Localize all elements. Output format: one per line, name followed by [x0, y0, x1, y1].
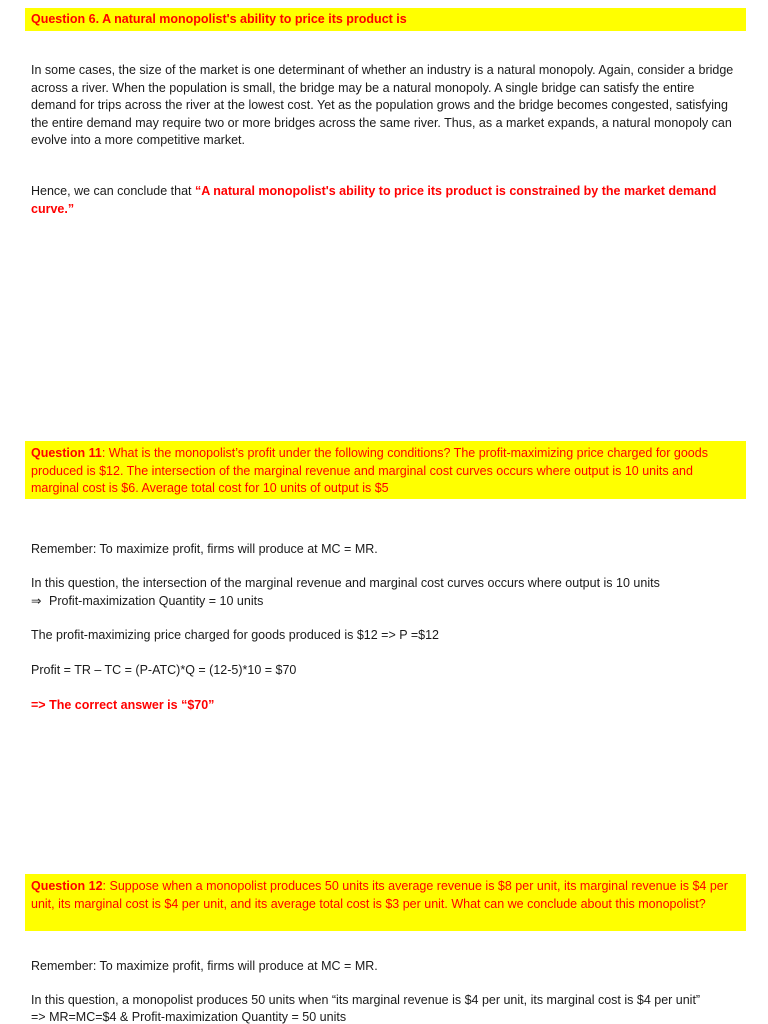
conclusion-prefix: Hence, we can conclude that	[31, 184, 195, 198]
question-12-text: : Suppose when a monopolist produces 50 units its average revenue is $8 per unit, its marginal revenue is $4 per unit, its marginal cost is $4 per unit, and its average total cost is $3 per unit. What can we conclude about this monopolist?	[31, 879, 728, 911]
question-12-remember: Remember: To maximize profit, firms will produce at MC = MR.	[31, 959, 378, 973]
question-11-line3: The profit-maximizing price charged for goods produced is $12 => P =$12	[31, 628, 439, 642]
question-12-band	[25, 874, 746, 931]
implies-arrow-icon: ⇒	[31, 594, 42, 608]
question-6-heading-band	[25, 8, 746, 31]
question-12-line2: => MR=MC=$4 & Profit-maximization Quantity = 50 units	[31, 1010, 347, 1024]
question-6-conclusion	[31, 183, 736, 218]
question-6-heading: Question 6. A natural monopolist's ability to price its product is	[31, 12, 407, 26]
conclusion-answer: “A natural monopolist's ability to price its product is constrained by the market demand curve.”	[31, 184, 717, 216]
question-11-line2	[31, 593, 736, 611]
question-11-remember: Remember: To maximize profit, firms will produce at MC = MR.	[31, 542, 378, 556]
question-11-line4: Profit = TR – TC = (P-ATC)*Q = (12-5)*10 = $70	[31, 663, 297, 677]
question-11-answer: => The correct answer is “$70”	[31, 698, 215, 712]
question-11-text: : What is the monopolist’s profit under the following conditions? The profit-maximizing price charged for goods produced is $12. The intersection of the marginal revenue and marginal cost curves occurs where output is 10 units and marginal cost is $6. Average total cost for 10 units of output is $5	[31, 446, 708, 495]
question-11-label: Question 11	[31, 446, 102, 460]
question-12-label: Question 12	[31, 879, 103, 893]
question-11-quantity: Profit-maximization Quantity = 10 units	[49, 594, 264, 608]
question-6-paragraph: In some cases, the size of the market is one determinant of whether an industry is a natural monopoly. Again, consider a bridge across a river. When the population is small, the bridge may be a natural monopoly. A single bridge can satisfy the entire demand for trips across the river at the lowest cost. Yet as the population grows and the bridge becomes congested, satisfying the entire demand may require two or more bridges across the same river. Thus, as a market expands, a natural monopoly can evolve into a more competitive market.	[31, 63, 734, 147]
question-11-band	[25, 441, 746, 499]
question-12-line1: In this question, a monopolist produces 50 units when “its marginal revenue is $4 per unit, its marginal cost is $4 per unit”	[31, 993, 701, 1007]
question-11-line1: In this question, the intersection of the marginal revenue and marginal cost curves occurs where output is 10 units	[31, 576, 660, 590]
